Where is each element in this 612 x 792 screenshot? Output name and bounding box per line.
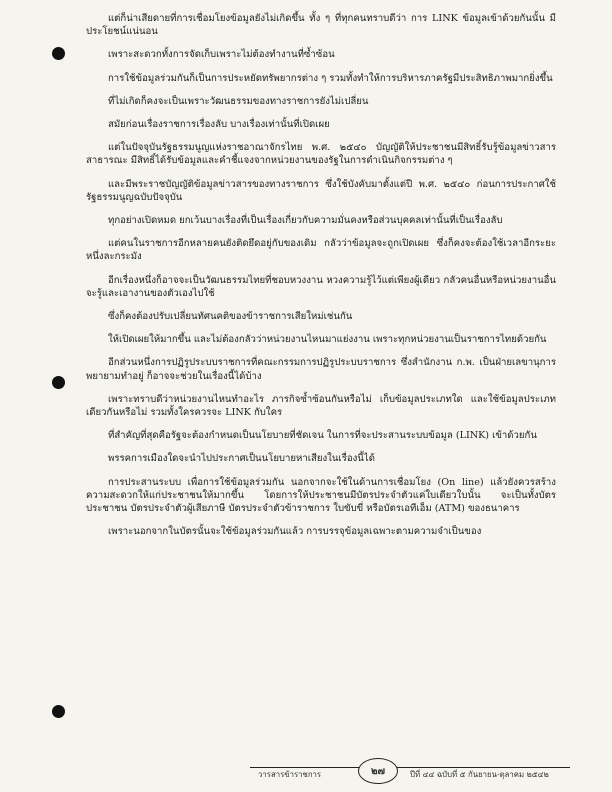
binder-hole-top <box>52 47 65 60</box>
paragraph: การประสานระบบ เพื่อการใช้ข้อมูลร่วมกัน นอกจากจะใช้ในด้านการเชื่อมโยง (On line) แล้วยังควรสร้างความสะดวกให้แก่ประชาชนให้มากขึ้น โดยการให้ประชาชนมีบัตรประจำตัวแค่ใบเดียวใบนั้น จะเป็นทั้งบัตรประชาชน บัตรประจำตัวผู้เสียภาษี บัตรประจำตัวข้าราชการ ใบขับขี่ หรือบัตรเอทีเอ็ม (ATM) ของธนาคาร <box>86 476 556 515</box>
paragraph: เพราะนอกจากในบัตรนั้นจะใช้ข้อมูลร่วมกันแล้ว การบรรจุข้อมูลเฉพาะตามความจำเป็นของ <box>108 526 482 538</box>
paragraph: การใช้ข้อมูลร่วมกันก็เป็นการประหยัดทรัพยากรต่าง ๆ รวมทั้งทำให้การบริหารภาครัฐมีประสิทธิภาพมากยิ่งขึ้น <box>108 72 553 84</box>
paragraph: ให้เปิดเผยให้มากขึ้น และไม่ต้องกลัวว่าหน่วยงานไหนมาแย่งงาน เพราะทุกหน่วยงานเป็นราชการไทยด้วยกัน <box>108 334 547 346</box>
journal-name: วารสารข้าราชการ <box>258 770 322 779</box>
paragraph: ซึ่งก็คงต้องปรับเปลี่ยนทัศนคติของข้าราชการเสียใหม่เช่นกัน <box>108 311 353 323</box>
paragraph: ที่สำคัญที่สุดคือรัฐจะต้องกำหนดเป็นนโยบายที่ชัดเจน ในการที่จะประสานระบบข้อมูล (LINK) เข้าด้วยกัน <box>108 430 537 442</box>
paragraph: แต่คนในราชการอีกหลายคนยังติดยึดอยู่กับของเดิม กลัวว่าข้อมูลจะถูกเปิดเผย ซึ่งก็คงจะต้องใช้เวลาอีกระยะหนึ่งละกระมัง <box>86 238 556 263</box>
page-footer <box>250 758 570 784</box>
binder-hole-middle <box>52 376 65 389</box>
paragraph: ที่ไม่เกิดก็คงจะเป็นเพราะวัฒนธรรมของทางราชการยังไม่เปลี่ยน <box>108 95 369 107</box>
paragraph: แต่ในปัจจุบันรัฐธรรมนูญแห่งราชอาณาจักรไทย พ.ศ. ๒๕๔๐ บัญญัติให้ประชาชนมีสิทธิ์รับรู้ข้อมูลข่าวสารสาธารณะ มีสิทธิ์ได้รับข้อมูลและคำชี้แจงจากหน่วยงานของรัฐในการดำเนินกิจกรรมต่าง ๆ <box>86 142 556 167</box>
paragraph: อีกส่วนหนึ่งการปฏิรูประบบราชการที่คณะกรรมการปฏิรูประบบราชการ ซึ่งสำนักงาน ก.พ. เป็นฝ่ายเลขานุการ พยายามทำอยู่ ก็อาจจะช่วยในเรื่องนี้ได้บ้าง <box>86 357 556 382</box>
body-text <box>86 12 556 539</box>
page-number: ๒๗ <box>370 765 386 777</box>
paragraph: สมัยก่อนเรื่องราชการเรื่องลับ บางเรื่องเท่านั้นที่เปิดเผย <box>108 119 330 131</box>
paragraph: และมีพระราชบัญญัติข้อมูลข่าวสารของทางราชการ ซึ่งใช้บังคับมาตั้งแต่ปี พ.ศ. ๒๕๔๐ ก่อนการประกาศใช้รัฐธรรมนูญฉบับปัจจุบัน <box>86 178 556 203</box>
paragraph: เพราะสะดวกทั้งการจัดเก็บเพราะไม่ต้องทำงานที่ซ้ำซ้อน <box>108 49 335 61</box>
issue-info: ปีที่ ๔๔ ฉบับที่ ๕ กันยายน-ตุลาคม ๒๕๔๒ <box>410 770 549 779</box>
page-number-badge <box>358 758 398 784</box>
paragraph: พรรคการเมืองใดจะนำไปประกาศเป็นนโยบายหาเสียงในเรื่องนี้ได้ <box>108 453 375 465</box>
footer-rule <box>250 767 570 768</box>
binder-hole-bottom <box>52 705 65 718</box>
paragraph: ทุกอย่างเปิดหมด ยกเว้นบางเรื่องที่เป็นเรื่องเกี่ยวกับความมั่นคงหรือส่วนบุคคลเท่านั้นที่เป็นเรื่องลับ <box>108 215 503 227</box>
paragraph: เพราะทราบดีว่าหน่วยงานไหนทำอะไร ภารกิจซ้ำซ้อนกันหรือไม่ เก็บข้อมูลประเภทใด และใช้ข้อมูลประเภทเดียวกันหรือไม่ รวมทั้งใครควรจะ LINK กับใคร <box>86 393 556 419</box>
paragraph: แต่ก็น่าเสียดายที่การเชื่อมโยงข้อมูลยังไม่เกิดขึ้น ทั้ง ๆ ที่ทุกคนทราบดีว่า การ LINK ข้อมูลเข้าด้วยกันนั้น มีประโยชน์แน่นอน <box>86 13 556 38</box>
paragraph: อีกเรื่องหนึ่งก็อาจจะเป็นวัฒนธรรมไทยที่ชอบหวงงาน หวงความรู้ไว้แต่เพียงผู้เดียว กลัวคนอื่นหรือหน่วยงานอื่นจะรู้และเอางานของตัวเองไปใช้ <box>86 274 556 299</box>
